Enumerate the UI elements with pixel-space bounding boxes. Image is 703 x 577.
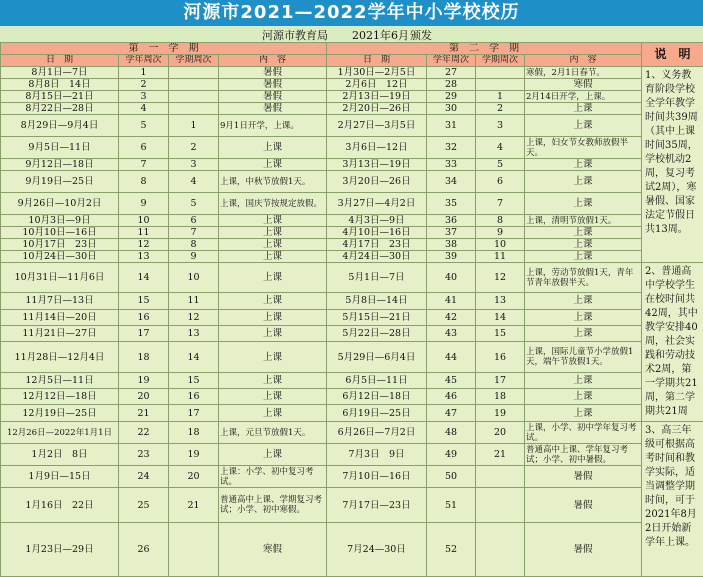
row-content-1: 上课 <box>219 326 327 342</box>
row-content-2: 2月14日开学，上课。 <box>525 91 642 103</box>
row-term-week-2: 7 <box>476 193 525 215</box>
row-date-2: 3月20日—26日 <box>327 171 427 193</box>
row-year-week-1: 5 <box>119 115 169 137</box>
row-term-week-2: 15 <box>476 326 525 342</box>
row-year-week-1: 19 <box>119 372 169 388</box>
row-content-1: 上课 <box>219 137 327 159</box>
row-date-1: 8月8日 14日 <box>1 79 119 91</box>
row-year-week-1: 10 <box>119 215 169 227</box>
row-year-week-2: 49 <box>427 444 476 466</box>
row-year-week-2: 44 <box>427 342 476 372</box>
row-date-2: 2月20日—26日 <box>327 103 427 115</box>
table-row <box>1 293 703 309</box>
row-term-week-1: 13 <box>169 326 219 342</box>
row-content-1: 上课 <box>219 263 327 293</box>
col-content: 内 容 <box>219 55 327 67</box>
row-term-week-1: 7 <box>169 227 219 239</box>
row-year-week-1: 11 <box>119 227 169 239</box>
row-year-week-1: 4 <box>119 103 169 115</box>
table-row <box>1 171 703 193</box>
row-year-week-2: 45 <box>427 372 476 388</box>
row-year-week-2: 51 <box>427 488 476 523</box>
row-date-1: 12月19日—25日 <box>1 405 119 422</box>
row-content-1: 上课 <box>219 309 327 325</box>
row-content-2: 上课，小学、初中学年复习考试。 <box>525 422 642 444</box>
row-content-1: 上课 <box>219 293 327 309</box>
row-content-1: 上课 <box>219 227 327 239</box>
row-year-week-1: 7 <box>119 159 169 171</box>
row-content-1: 上课 <box>219 342 327 372</box>
row-term-week-2: 3 <box>476 115 525 137</box>
table-row <box>1 103 703 115</box>
row-term-week-1: 19 <box>169 444 219 466</box>
row-content-1: 上课 <box>219 239 327 251</box>
row-term-week-2: 9 <box>476 227 525 239</box>
row-term-week-2: 16 <box>476 342 525 372</box>
table-row <box>1 389 703 405</box>
row-year-week-1: 24 <box>119 466 169 488</box>
issue-label: 颁发 <box>410 27 432 43</box>
row-term-week-2 <box>476 488 525 523</box>
row-term-week-2: 4 <box>476 137 525 159</box>
row-date-2: 7月3日 9日 <box>327 444 427 466</box>
row-content-1: 上课，元旦节放假1天。 <box>219 422 327 444</box>
row-year-week-2: 34 <box>427 171 476 193</box>
row-content-2: 上课 <box>525 326 642 342</box>
row-term-week-1: 20 <box>169 466 219 488</box>
row-content-1: 上课 <box>219 372 327 388</box>
row-date-2: 6月26日—7月2日 <box>327 422 427 444</box>
row-date-2: 4月10日—16日 <box>327 227 427 239</box>
note-1: 1、义务教育阶段学校全学年教学时间共39周（其中上课时间35周，学校机动2周，复习考试2周），寒暑假、国家法定节假日共13周。 <box>642 67 703 263</box>
row-year-week-1: 8 <box>119 171 169 193</box>
row-content-2: 上课，妇女节女教师放假半天。 <box>525 137 642 159</box>
row-term-week-1: 18 <box>169 422 219 444</box>
col-year-week: 学年周次 <box>119 55 169 67</box>
row-date-1: 9月26日—10月2日 <box>1 193 119 215</box>
row-year-week-2: 27 <box>427 67 476 79</box>
row-term-week-1: 6 <box>169 215 219 227</box>
row-term-week-1 <box>169 523 219 577</box>
table-row <box>1 193 703 215</box>
row-year-week-2: 35 <box>427 193 476 215</box>
row-year-week-2: 37 <box>427 227 476 239</box>
row-year-week-1: 22 <box>119 422 169 444</box>
row-content-1: 上课，国庆节按规定放假。 <box>219 193 327 215</box>
row-term-week-1: 15 <box>169 372 219 388</box>
semester-1-header: 第 一 学 期 <box>1 43 327 55</box>
row-date-1: 9月19日—25日 <box>1 171 119 193</box>
row-date-1: 10月10日—16日 <box>1 227 119 239</box>
row-year-week-1: 6 <box>119 137 169 159</box>
row-content-2: 上课 <box>525 372 642 388</box>
table-row <box>1 466 703 488</box>
row-term-week-2: 21 <box>476 444 525 466</box>
row-year-week-2: 39 <box>427 251 476 263</box>
col-content: 内 容 <box>525 55 642 67</box>
row-content-2: 暑假 <box>525 488 642 523</box>
row-year-week-1: 15 <box>119 293 169 309</box>
calendar-table <box>0 42 703 577</box>
row-content-2: 普通高中上课、学年复习考试；小学、初中暑假。 <box>525 444 642 466</box>
row-content-2: 上课，国际儿童节小学放假1天，端午节放假1天。 <box>525 342 642 372</box>
table-row <box>1 227 703 239</box>
row-term-week-1: 10 <box>169 263 219 293</box>
row-date-2: 5月15日—21日 <box>327 309 427 325</box>
row-date-2: 3月27日—4月2日 <box>327 193 427 215</box>
row-date-1: 1月2日 8日 <box>1 444 119 466</box>
table-row <box>1 326 703 342</box>
issuer-line <box>0 26 703 42</box>
row-year-week-2: 31 <box>427 115 476 137</box>
row-term-week-2: 2 <box>476 103 525 115</box>
row-content-1: 上课 <box>219 251 327 263</box>
row-date-2: 1月30日—2月5日 <box>327 67 427 79</box>
row-year-week-1: 18 <box>119 342 169 372</box>
row-term-week-1: 1 <box>169 115 219 137</box>
table-row <box>1 372 703 388</box>
row-term-week-2: 11 <box>476 251 525 263</box>
row-date-1: 1月9日—15日 <box>1 466 119 488</box>
row-year-week-2: 50 <box>427 466 476 488</box>
row-term-week-2 <box>476 79 525 91</box>
row-date-2: 5月22日—28日 <box>327 326 427 342</box>
row-year-week-2: 28 <box>427 79 476 91</box>
table-row <box>1 263 703 293</box>
row-date-1: 12月26日—2022年1月1日 <box>1 422 119 444</box>
row-term-week-1: 9 <box>169 251 219 263</box>
row-content-2: 上课 <box>525 227 642 239</box>
row-term-week-2: 20 <box>476 422 525 444</box>
row-year-week-2: 48 <box>427 422 476 444</box>
row-year-week-1: 25 <box>119 488 169 523</box>
row-year-week-1: 3 <box>119 91 169 103</box>
row-content-2: 上课 <box>525 159 642 171</box>
row-content-1: 9月1日开学，上课。 <box>219 115 327 137</box>
row-content-1: 普通高中上课、学期复习考试；小学、初中寒假。 <box>219 488 327 523</box>
row-date-1: 10月3日—9日 <box>1 215 119 227</box>
row-content-2: 上课 <box>525 103 642 115</box>
row-date-2: 7月24—30日 <box>327 523 427 577</box>
row-term-week-1 <box>169 67 219 79</box>
row-term-week-2: 5 <box>476 159 525 171</box>
table-row <box>1 91 703 103</box>
row-date-1: 8月29日—9月4日 <box>1 115 119 137</box>
row-date-1: 9月5日—11日 <box>1 137 119 159</box>
row-date-1: 8月22日—28日 <box>1 103 119 115</box>
row-year-week-1: 17 <box>119 326 169 342</box>
row-year-week-1: 23 <box>119 444 169 466</box>
row-term-week-2: 10 <box>476 239 525 251</box>
row-date-1: 11月7日—13日 <box>1 293 119 309</box>
row-year-week-2: 33 <box>427 159 476 171</box>
table-row <box>1 251 703 263</box>
row-year-week-1: 9 <box>119 193 169 215</box>
row-date-2: 3月6日—12日 <box>327 137 427 159</box>
row-date-2: 3月13日—19日 <box>327 159 427 171</box>
row-content-2: 暑假 <box>525 466 642 488</box>
table-row <box>1 215 703 227</box>
table-row <box>1 137 703 159</box>
row-content-2: 寒假，2月1日春节。 <box>525 67 642 79</box>
col-date: 日 期 <box>1 55 119 67</box>
note-2: 2、普通高中学校学生在校时间共42周，其中教学安排40周，社会实践和劳动技术2周，第一学期共21周，第二学期共21周 <box>642 263 703 422</box>
row-content-2: 寒假 <box>525 79 642 91</box>
table-row <box>1 444 703 466</box>
table-row <box>1 239 703 251</box>
table-row <box>1 309 703 325</box>
issue-date: 2021年6月 <box>352 27 409 43</box>
row-content-2: 上课 <box>525 115 642 137</box>
row-content-1: 暑假 <box>219 91 327 103</box>
row-date-2: 7月17日—23日 <box>327 488 427 523</box>
row-term-week-1: 3 <box>169 159 219 171</box>
row-content-1: 上课 <box>219 444 327 466</box>
row-term-week-2: 17 <box>476 372 525 388</box>
table-row <box>1 115 703 137</box>
page-title: 河源市2021—2022学年中小学校校历 <box>0 0 703 26</box>
row-term-week-2: 14 <box>476 309 525 325</box>
row-term-week-1: 21 <box>169 488 219 523</box>
table-row <box>1 523 703 577</box>
row-content-2: 上课 <box>525 251 642 263</box>
row-content-2: 上课 <box>525 389 642 405</box>
row-content-2: 上课 <box>525 171 642 193</box>
row-date-1: 11月21日—27日 <box>1 326 119 342</box>
row-content-2: 上课 <box>525 193 642 215</box>
row-term-week-1: 5 <box>169 193 219 215</box>
col-year-week: 学年周次 <box>427 55 476 67</box>
row-content-1: 暑假 <box>219 79 327 91</box>
row-date-2: 6月12日—18日 <box>327 389 427 405</box>
row-content-2: 上课 <box>525 293 642 309</box>
row-date-2: 7月10日—16日 <box>327 466 427 488</box>
issuer: 河源市教育局 <box>262 27 328 43</box>
row-date-2: 6月5日—11日 <box>327 372 427 388</box>
row-term-week-1: 14 <box>169 342 219 372</box>
row-content-2: 上课 <box>525 239 642 251</box>
row-date-1: 8月15日—21日 <box>1 91 119 103</box>
row-content-1: 上课 <box>219 215 327 227</box>
col-term-week: 学期周次 <box>476 55 525 67</box>
row-year-week-1: 20 <box>119 389 169 405</box>
row-content-1: 暑假 <box>219 67 327 79</box>
row-term-week-2: 12 <box>476 263 525 293</box>
row-date-2: 4月17日 23日 <box>327 239 427 251</box>
row-date-2: 2月6日 12日 <box>327 79 427 91</box>
row-year-week-2: 40 <box>427 263 476 293</box>
row-term-week-2: 6 <box>476 171 525 193</box>
row-content-1: 上课 <box>219 389 327 405</box>
table-row <box>1 159 703 171</box>
row-year-week-2: 42 <box>427 309 476 325</box>
note-3: 3、高三年级可根据高考时间和教学实际，适当调整学期时间，可于2021年8月2日开始新学年上课。 <box>642 422 703 577</box>
row-date-1: 11月14日—20日 <box>1 309 119 325</box>
row-year-week-2: 30 <box>427 103 476 115</box>
row-year-week-1: 13 <box>119 251 169 263</box>
row-term-week-1: 16 <box>169 389 219 405</box>
row-term-week-1: 11 <box>169 293 219 309</box>
row-year-week-2: 32 <box>427 137 476 159</box>
row-year-week-1: 21 <box>119 405 169 422</box>
row-date-1: 1月23日—29日 <box>1 523 119 577</box>
row-term-week-2 <box>476 466 525 488</box>
row-date-1: 11月28日—12月4日 <box>1 342 119 372</box>
row-year-week-2: 36 <box>427 215 476 227</box>
row-year-week-2: 46 <box>427 389 476 405</box>
row-date-1: 10月31日—11月6日 <box>1 263 119 293</box>
row-year-week-1: 12 <box>119 239 169 251</box>
row-term-week-1: 4 <box>169 171 219 193</box>
table-row <box>1 405 703 422</box>
row-date-2: 2月13日—19日 <box>327 91 427 103</box>
table-row <box>1 342 703 372</box>
row-date-2: 6月19日—25日 <box>327 405 427 422</box>
semester-2-header: 第 二 学 期 <box>327 43 642 55</box>
row-date-1: 12月5日—11日 <box>1 372 119 388</box>
row-term-week-1 <box>169 79 219 91</box>
row-date-2: 4月3日—9日 <box>327 215 427 227</box>
row-content-2: 上课 <box>525 405 642 422</box>
row-date-1: 12月12日—18日 <box>1 389 119 405</box>
row-date-2: 5月29日—6月4日 <box>327 342 427 372</box>
row-date-2: 2月27日—3月5日 <box>327 115 427 137</box>
row-term-week-1: 17 <box>169 405 219 422</box>
row-year-week-1: 1 <box>119 67 169 79</box>
row-term-week-2: 13 <box>476 293 525 309</box>
row-date-1: 10月17日 23日 <box>1 239 119 251</box>
table-row <box>1 67 703 79</box>
row-term-week-1 <box>169 103 219 115</box>
row-term-week-1: 2 <box>169 137 219 159</box>
row-content-1: 上课 <box>219 405 327 422</box>
row-content-2: 暑假 <box>525 523 642 577</box>
row-term-week-2: 1 <box>476 91 525 103</box>
col-date: 日 期 <box>327 55 427 67</box>
row-year-week-1: 2 <box>119 79 169 91</box>
row-term-week-2: 8 <box>476 215 525 227</box>
row-content-1: 暑假 <box>219 103 327 115</box>
row-date-2: 4月24日—30日 <box>327 251 427 263</box>
row-year-week-1: 14 <box>119 263 169 293</box>
row-year-week-2: 38 <box>427 239 476 251</box>
row-content-2: 上课 <box>525 309 642 325</box>
col-term-week: 学期周次 <box>169 55 219 67</box>
table-row <box>1 422 703 444</box>
row-content-2: 上课，劳动节放假1天，青年节青年放假半天。 <box>525 263 642 293</box>
row-content-2: 上课，清明节放假1天。 <box>525 215 642 227</box>
row-content-1: 寒假 <box>219 523 327 577</box>
row-term-week-2 <box>476 523 525 577</box>
row-date-2: 5月1日—7日 <box>327 263 427 293</box>
row-date-1: 8月1日—7日 <box>1 67 119 79</box>
row-term-week-2 <box>476 67 525 79</box>
row-term-week-1 <box>169 91 219 103</box>
row-year-week-1: 16 <box>119 309 169 325</box>
row-year-week-2: 52 <box>427 523 476 577</box>
row-content-1: 上课 <box>219 159 327 171</box>
row-date-1: 10月24日—30日 <box>1 251 119 263</box>
row-term-week-1: 8 <box>169 239 219 251</box>
row-year-week-2: 43 <box>427 326 476 342</box>
row-term-week-2: 19 <box>476 405 525 422</box>
row-date-1: 1月16日 22日 <box>1 488 119 523</box>
notes-header: 说 明 <box>642 43 703 67</box>
row-year-week-2: 41 <box>427 293 476 309</box>
row-content-1: 上课，中秋节放假1天。 <box>219 171 327 193</box>
row-term-week-2: 18 <box>476 389 525 405</box>
row-year-week-2: 47 <box>427 405 476 422</box>
row-date-2: 5月8日—14日 <box>327 293 427 309</box>
row-year-week-2: 29 <box>427 91 476 103</box>
row-term-week-1: 12 <box>169 309 219 325</box>
table-row <box>1 79 703 91</box>
row-year-week-1: 26 <box>119 523 169 577</box>
row-date-1: 9月12日—18日 <box>1 159 119 171</box>
table-row <box>1 488 703 523</box>
row-content-1: 上课：小学、初中复习考试。 <box>219 466 327 488</box>
